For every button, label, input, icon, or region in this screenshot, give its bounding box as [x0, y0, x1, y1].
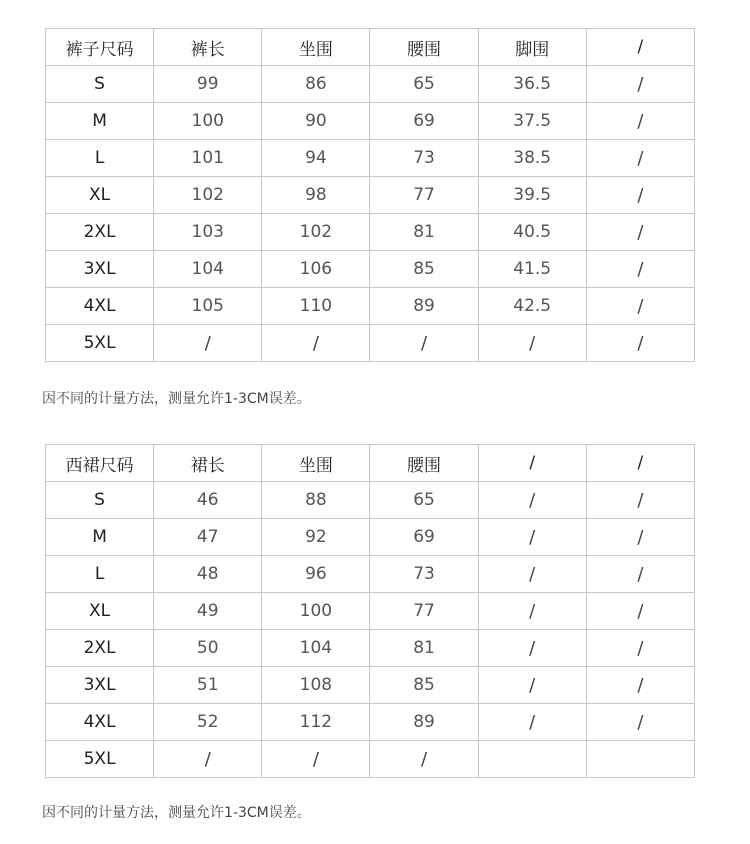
skirt-cell: /	[478, 482, 586, 519]
skirt-cell: 52	[154, 704, 262, 741]
skirt-cell: /	[154, 741, 262, 778]
skirt-cell: 96	[262, 556, 370, 593]
skirt-header-cell: 西裙尺码	[46, 445, 154, 482]
skirt-cell: 85	[370, 667, 478, 704]
skirt-cell: 69	[370, 519, 478, 556]
skirt-cell: /	[262, 741, 370, 778]
skirt-cell: /	[586, 667, 694, 704]
skirt-cell: 81	[370, 630, 478, 667]
skirt-cell: /	[586, 556, 694, 593]
pants-cell: 81	[370, 214, 478, 251]
pants-header-cell: 脚围	[478, 29, 586, 66]
pants-cell: 5XL	[46, 325, 154, 362]
skirt-header-cell: /	[478, 445, 586, 482]
skirt-cell: 77	[370, 593, 478, 630]
pants-header-cell: 坐围	[262, 29, 370, 66]
pants-cell: 73	[370, 140, 478, 177]
skirt-cell: 46	[154, 482, 262, 519]
pants-cell: S	[46, 66, 154, 103]
skirt-cell: /	[586, 482, 694, 519]
skirt-cell: /	[586, 704, 694, 741]
skirt-table-row	[46, 704, 695, 741]
pants-cell: /	[586, 214, 694, 251]
pants-table-row	[46, 66, 695, 103]
skirt-cell: /	[478, 630, 586, 667]
pants-cell: 69	[370, 103, 478, 140]
pants-cell: /	[586, 103, 694, 140]
pants-cell: 90	[262, 103, 370, 140]
pants-cell: 99	[154, 66, 262, 103]
skirt-table-row	[46, 556, 695, 593]
skirt-cell: 4XL	[46, 704, 154, 741]
pants-cell: /	[586, 251, 694, 288]
skirt-table-row	[46, 630, 695, 667]
pants-cell: 89	[370, 288, 478, 325]
skirt-cell: 88	[262, 482, 370, 519]
pants-table-row	[46, 103, 695, 140]
skirt-measurement-note: 因不同的计量方法，测量允许1-3CM误差。	[42, 805, 311, 821]
pants-cell: 105	[154, 288, 262, 325]
skirt-table-row	[46, 482, 695, 519]
pants-cell: 102	[154, 177, 262, 214]
pants-cell: 101	[154, 140, 262, 177]
pants-cell: 86	[262, 66, 370, 103]
pants-cell: /	[154, 325, 262, 362]
skirt-cell: M	[46, 519, 154, 556]
skirt-table-row	[46, 519, 695, 556]
skirt-cell: 2XL	[46, 630, 154, 667]
pants-cell: 36.5	[478, 66, 586, 103]
skirt-cell: S	[46, 482, 154, 519]
skirt-cell: 65	[370, 482, 478, 519]
skirt-cell: XL	[46, 593, 154, 630]
skirt-cell: 100	[262, 593, 370, 630]
skirt-size-table	[45, 444, 695, 778]
skirt-table-row	[46, 593, 695, 630]
skirt-cell: 92	[262, 519, 370, 556]
pants-table-row	[46, 214, 695, 251]
skirt-cell: /	[478, 556, 586, 593]
pants-cell: /	[370, 325, 478, 362]
pants-cell: L	[46, 140, 154, 177]
skirt-cell: /	[478, 519, 586, 556]
skirt-cell: 73	[370, 556, 478, 593]
pants-table-row	[46, 140, 695, 177]
skirt-header-cell: 坐围	[262, 445, 370, 482]
skirt-cell: /	[478, 704, 586, 741]
pants-cell: 37.5	[478, 103, 586, 140]
pants-table-row	[46, 177, 695, 214]
skirt-header-cell: 裙长	[154, 445, 262, 482]
skirt-cell: /	[586, 630, 694, 667]
pants-cell: /	[586, 288, 694, 325]
pants-cell: /	[586, 177, 694, 214]
pants-cell: /	[586, 66, 694, 103]
skirt-cell: 51	[154, 667, 262, 704]
pants-cell: /	[586, 140, 694, 177]
pants-table-row	[46, 288, 695, 325]
pants-measurement-note: 因不同的计量方法，测量允许1-3CM误差。	[42, 391, 311, 407]
skirt-cell: /	[478, 593, 586, 630]
pants-cell: /	[586, 325, 694, 362]
pants-header-row	[46, 29, 695, 66]
pants-cell: 94	[262, 140, 370, 177]
pants-cell: 39.5	[478, 177, 586, 214]
pants-cell: 38.5	[478, 140, 586, 177]
pants-table-row	[46, 325, 695, 362]
pants-cell: 2XL	[46, 214, 154, 251]
skirt-header-cell: 腰围	[370, 445, 478, 482]
skirt-cell: 49	[154, 593, 262, 630]
pants-cell: 42.5	[478, 288, 586, 325]
pants-header-cell: /	[586, 29, 694, 66]
pants-cell: /	[478, 325, 586, 362]
pants-cell: 103	[154, 214, 262, 251]
pants-cell: 104	[154, 251, 262, 288]
skirt-cell: /	[478, 667, 586, 704]
pants-cell: 102	[262, 214, 370, 251]
skirt-cell: 108	[262, 667, 370, 704]
pants-header-cell: 裤长	[154, 29, 262, 66]
skirt-cell: 48	[154, 556, 262, 593]
skirt-cell: /	[370, 741, 478, 778]
skirt-header-cell: /	[586, 445, 694, 482]
skirt-cell: /	[586, 593, 694, 630]
pants-header-cell: 腰围	[370, 29, 478, 66]
pants-table-body	[46, 29, 695, 362]
skirt-cell: 112	[262, 704, 370, 741]
pants-cell: 98	[262, 177, 370, 214]
skirt-cell: L	[46, 556, 154, 593]
skirt-table-body	[46, 445, 695, 778]
pants-cell: 65	[370, 66, 478, 103]
pants-cell: 77	[370, 177, 478, 214]
skirt-cell: 47	[154, 519, 262, 556]
skirt-header-row	[46, 445, 695, 482]
skirt-table-row	[46, 741, 695, 778]
skirt-cell: /	[586, 519, 694, 556]
pants-cell: 100	[154, 103, 262, 140]
pants-cell: 3XL	[46, 251, 154, 288]
pants-cell: XL	[46, 177, 154, 214]
pants-table-row	[46, 251, 695, 288]
pants-cell: 40.5	[478, 214, 586, 251]
pants-cell: 4XL	[46, 288, 154, 325]
skirt-cell	[478, 741, 586, 778]
skirt-cell: 5XL	[46, 741, 154, 778]
skirt-cell: 3XL	[46, 667, 154, 704]
pants-cell: /	[262, 325, 370, 362]
pants-cell: 110	[262, 288, 370, 325]
pants-header-cell: 裤子尺码	[46, 29, 154, 66]
pants-cell: M	[46, 103, 154, 140]
pants-cell: 85	[370, 251, 478, 288]
skirt-table-row	[46, 667, 695, 704]
pants-size-table	[45, 28, 695, 362]
pants-cell: 41.5	[478, 251, 586, 288]
skirt-cell: 104	[262, 630, 370, 667]
pants-cell: 106	[262, 251, 370, 288]
skirt-cell	[586, 741, 694, 778]
skirt-cell: 50	[154, 630, 262, 667]
skirt-cell: 89	[370, 704, 478, 741]
